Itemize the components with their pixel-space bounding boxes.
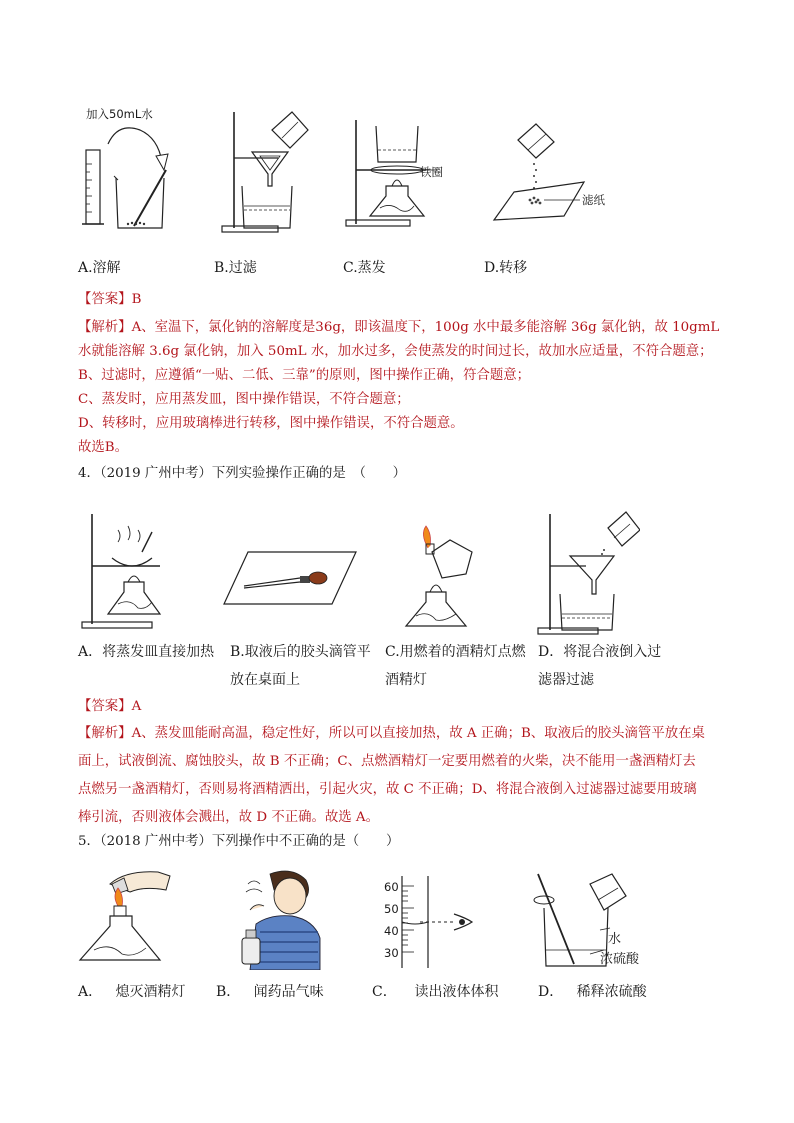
analysis-tag: 【解析】: [78, 726, 132, 741]
q3-option-d: D.转移: [484, 260, 528, 276]
figure-dissolve: [78, 104, 188, 234]
q3-analysis-line-1: 【解析】A、室温下，氯化钠的溶解度是36g，即该温度下，100g 水中最多能溶解 36g 氯化钠，故 10gmL: [78, 320, 720, 335]
q4-option-c-line1: C.用燃着的酒精灯点燃: [385, 644, 526, 660]
label-filter-paper: 滤纸: [582, 193, 605, 207]
answer-tag: 【答案】: [78, 699, 132, 714]
q4-stem: 4．（2019 广州中考）下列实验操作正确的是 （ ）: [78, 466, 407, 481]
q5-option-b: B． 闻药品气味: [216, 984, 324, 1000]
q4-analysis-line-2: 面上，试液倒流、腐蚀胶头，故 B 不正确；C、点燃酒精灯一定要用燃着的火柴，决不能用一盏酒精灯去: [78, 754, 696, 769]
filter-drawing: [212, 108, 312, 238]
q4-answer: [78, 695, 141, 719]
q4-analysis-line-1: 【解析】A、蒸发皿能耐高温，稳定性好，所以可以直接加热，故 A 正确；B、取液后的胶头滴管平放在桌: [78, 726, 705, 741]
scale-tick-50: 50: [384, 902, 399, 916]
q4-option-b-line2: 放在桌面上: [230, 672, 300, 688]
q3-option-c: C.蒸发: [343, 260, 386, 276]
q4-option-c-line2: 酒精灯: [385, 672, 427, 688]
q4-option-a: A．将蒸发皿直接加热: [78, 644, 215, 660]
figure-q4-d: [530, 510, 640, 640]
figure-q5-b: [230, 866, 322, 970]
q4-analysis-line-4: 棒引流，否则液体会溅出，故 D 不正确。故选 A。: [78, 810, 379, 825]
answer-tag: 【答案】: [78, 292, 132, 307]
q3-analysis-line-2: 水就能溶解 3.6g 氯化钠，加入 50mL 水，加水过多，会使蒸发的时间过长，故加水应适量，不符合题意；: [78, 344, 713, 359]
scale-tick-60: 60: [384, 880, 399, 894]
scale-tick-30: 30: [384, 946, 399, 960]
q3-answer: [78, 288, 141, 312]
q4-b-drawing: [220, 548, 360, 608]
q4-c-drawing: [398, 522, 488, 637]
q4-a-drawing: [78, 512, 178, 637]
q4-option-b-line1: B.取液后的胶头滴管平: [230, 644, 371, 660]
q5-option-d: D． 稀释浓硫酸: [538, 984, 647, 1000]
figure-q4-c: [398, 522, 488, 637]
q3-analysis-line-4: C、蒸发时，应用蒸发皿，图中操作错误，不符合题意；: [78, 392, 410, 407]
figure-q5-d: [530, 870, 670, 970]
q3-analysis-line-5: D、转移时，应用玻璃棒进行转移，图中操作错误，不符合题意。: [78, 416, 464, 431]
q5-stem: 5．（2018 广州中考）下列操作中不正确的是（ ）: [78, 834, 400, 849]
label-concentrated-acid: 浓硫酸: [600, 952, 640, 967]
figure-q4-a: [78, 512, 178, 637]
q3-option-a: A.溶解: [78, 260, 121, 276]
figure-q5-a: [74, 864, 174, 970]
q4-option-d-line1: D．将混合液倒入过: [538, 644, 662, 660]
q5-option-a: A． 熄灭酒精灯: [78, 984, 186, 1000]
answer-value: B: [131, 292, 142, 307]
q4-analysis-line-3: 点燃另一盏酒精灯，否则易将酒精洒出，引起火灾，故 C 不正确；D、将混合液倒入过滤器过滤要用玻璃: [78, 782, 697, 797]
figure-q4-b: [220, 548, 360, 608]
q3-option-b: B.过滤: [214, 260, 257, 276]
figure-q5-c: [380, 874, 490, 970]
analysis-tag: 【解析】: [78, 320, 132, 335]
q4-option-d-line2: 滤器过滤: [538, 672, 594, 688]
q5-b-drawing: [230, 866, 322, 970]
transfer-drawing: [490, 120, 620, 230]
q5-a-drawing: [74, 864, 174, 970]
q4-d-drawing: [530, 510, 640, 640]
dissolve-drawing: [78, 104, 188, 234]
figure-evaporate: [340, 116, 450, 236]
q3-analysis-line-3: B、过滤时，应遵循“一贴、二低、三靠”的原则，图中操作正确，符合题意；: [78, 368, 531, 383]
figure-transfer: [490, 120, 620, 230]
label-iron-ring: 铁圈: [420, 165, 443, 179]
q3-analysis-line-6: 故选B。: [78, 440, 129, 455]
label-water: 水: [608, 932, 622, 947]
label-add-water: 加入50mL水: [86, 107, 153, 121]
figure-filter: [212, 108, 312, 238]
answer-value: A: [131, 699, 142, 714]
scale-tick-40: 40: [384, 924, 399, 938]
q5-option-c: C． 读出液体体积: [372, 984, 499, 1000]
